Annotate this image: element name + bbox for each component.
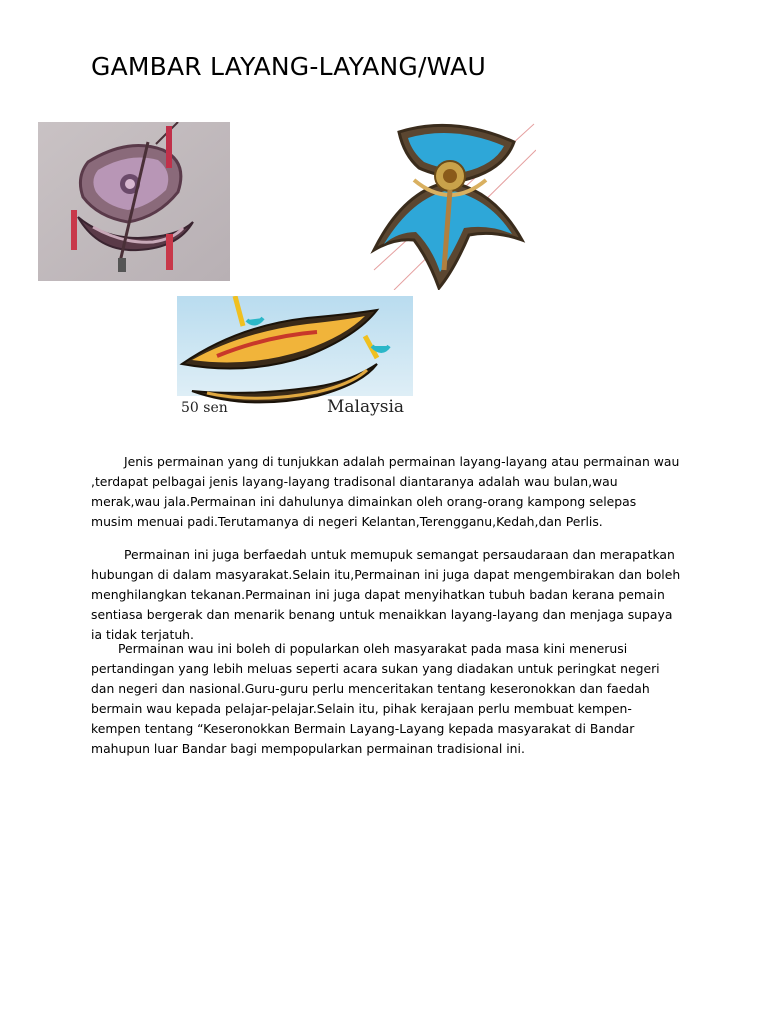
wau-stamp-image: [177, 296, 413, 422]
wau-bulan-photo: [38, 122, 230, 281]
page-title: GAMBAR LAYANG-LAYANG/WAU: [91, 52, 486, 81]
paragraph-1: [91, 452, 681, 532]
paragraph-1-text: Jenis permainan yang di tunjukkan adalah permainan layang-layang atau permainan wau ,terdapat pelbagai jenis layang-layang tradisonal diantaranya adalah wau bulan,wau merak,wau jala.Permainan ini dahulunya dimainkan oleh orang-orang kampong selepas musim menuai padi.Terutamanya di negeri Kelantan,Terengganu,Kedah,dan Perlis.: [91, 454, 680, 529]
paragraph-2-text: Permainan ini juga berfaedah untuk memupuk semangat persaudaraan dan merapatkan hubungan di dalam masyarakat.Selain itu,Permainan ini juga dapat mengembirakan dan boleh menghilangkan tekanan.Permainan ini juga dapat menyihatkan tubuh badan kerana pemain sentiasa bergerak dan menarik benang untuk menaikkan layang-layang dan menjaga supaya ia tidak terjatuh.: [91, 547, 681, 642]
paragraph-2: [91, 545, 681, 645]
paragraph-3: [91, 639, 681, 759]
stamp-value-text: 50 sen: [181, 400, 228, 416]
stamp-country-text: Malaysia: [327, 397, 405, 417]
wau-merak-photo: [354, 120, 536, 290]
paragraph-3-text: Permainan wau ini boleh di popularkan oleh masyarakat pada masa kini menerusi pertandingan yang lebih meluas seperti acara sukan yang diadakan untuk peringkat negeri dan negeri dan nasional.Guru-guru perlu menceritakan tentang keseronokkan dan faedah bermain wau kepada pelajar-pelajar.Selain itu, pihak kerajaan perlu membuat kempen-kempen tentang “Keseronokkan Bermain Layang-Layang kepada masyarakat di Bandar mahupun luar Bandar bagi mempopularkan permainan tradisional ini.: [91, 641, 660, 756]
